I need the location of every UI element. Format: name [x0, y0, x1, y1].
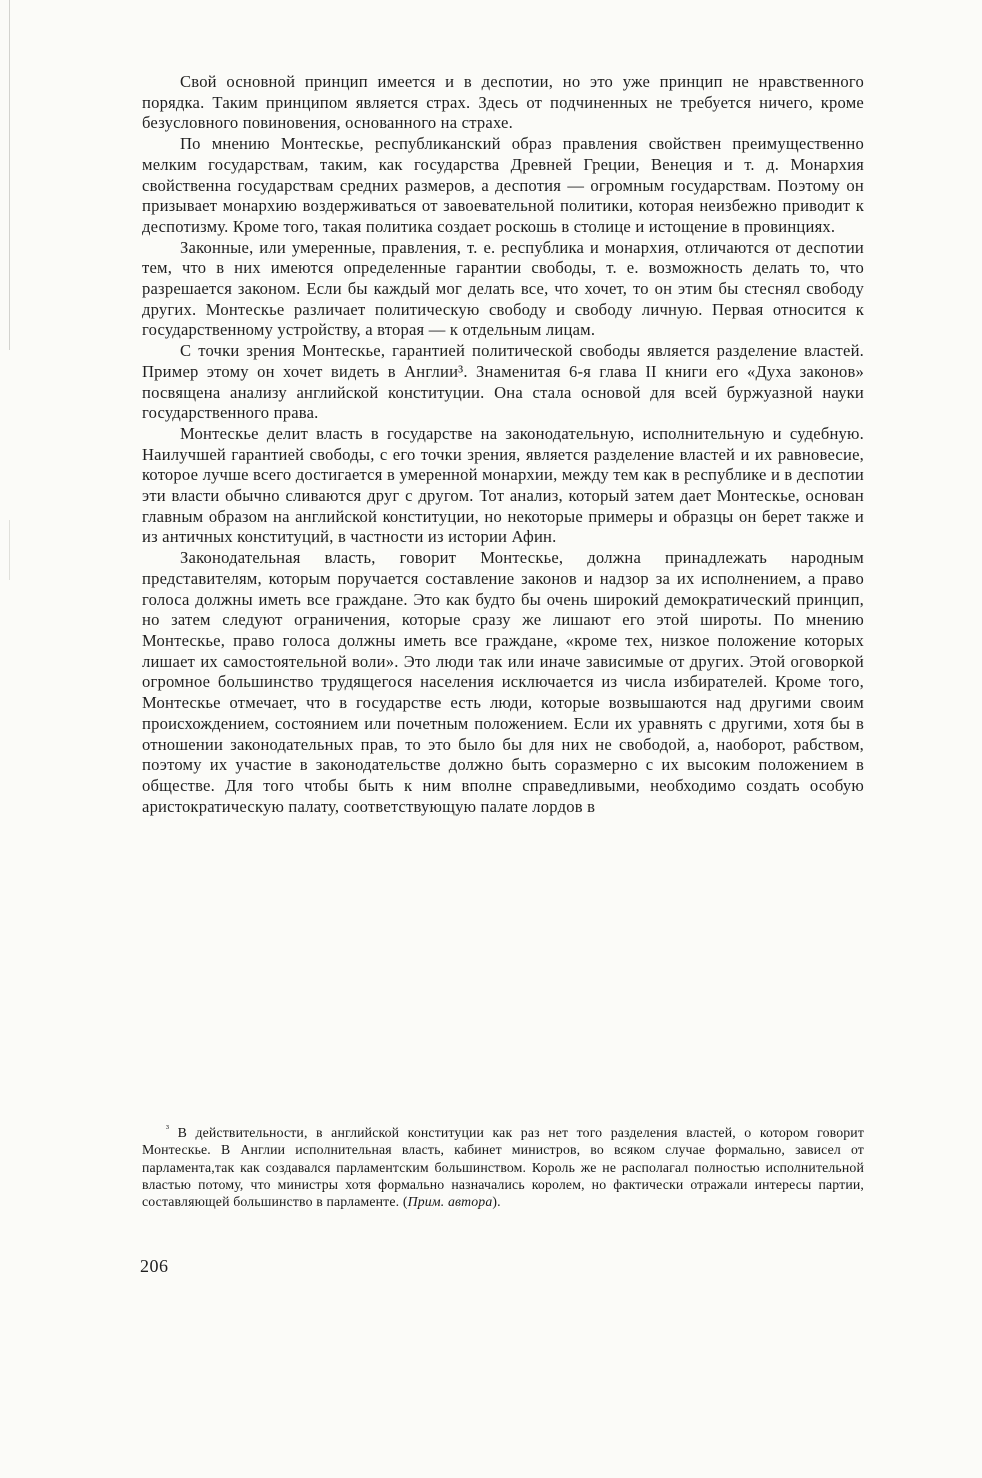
footnote-block — [142, 1124, 864, 1210]
paragraph-2: По мнению Монтескье, республиканский образ правления свойствен преимущественно мелким государствам, таким, как государства Древней Греции, Венеция и т. д. Монархия свойственна государствам средних размеров, а деспотия — огромным государствам. Поэтому он призывает монархию воздерживаться от завоевательной политики, которая неизбежно приводит к деспотизму. Кроме того, такая политика создает роскошь в столице и истощение в провинциях. — [142, 134, 864, 236]
main-text-block — [142, 72, 864, 817]
page-number: 206 — [140, 1256, 169, 1276]
paragraph-4: С точки зрения Монтескье, гарантией политической свободы является разделение властей. Пример этому он хочет видеть в Англии³. Знаменитая 6-я глава II книги его «Духа законов» посвящена анализу английской конституции. Она стала основой для всей буржуазной науки государственного права. — [142, 341, 864, 423]
paragraph-5: Монтескье делит власть в государстве на законодательную, исполнительную и судебную. Наилучшей гарантией свободы, с его точки зрения, является разделение властей и их равновесие, которое лучше всего достигается в умеренной монархии, между тем как в республике и в деспотии эти власти обычно сливаются друг с другом. Тот анализ, который затем дает Монтескье, основан главным образом на английской конституции, но некоторые примеры и образцы он берет также и из античных конституций, в частности из истории Афин. — [142, 423, 864, 547]
footnote-attribution: Прим. автора — [407, 1194, 493, 1210]
footnote-suffix: ). — [492, 1194, 501, 1210]
footnote-body: В действительности, в английской конституции как раз нет того разделения властей, о котором говорит Монтескье. В Англии исполнительная власть, кабинет министров, во всяком случае формально, зависел от парламента,так как создавался парламентским большинством. Король же не располагал полностью исполнительной властью потому, что министры хотя формально назначались королем, но фактически отражали интересы партии, составляющей большинство в парламенте. ( — [142, 1125, 864, 1210]
paragraph-1: Свой основной принцип имеется и в деспотии, но это уже принцип не нравственного порядка. Таким принципом является страх. Здесь от подчиненных не требуется ничего, кроме безусловного повиновения, основанного на страхе. — [142, 72, 864, 133]
scan-edge-artifact — [9, 520, 10, 580]
footnote-text — [142, 1124, 864, 1210]
scan-edge-artifact — [9, 0, 10, 350]
paragraph-6: Законодательная власть, говорит Монтескье, должна принадлежать народным представителям, которым поручается составление законов и надзор за их исполнением, а право голоса должны иметь все граждане. Это как будто бы очень широкий демократический принцип, но затем следуют ограничения, которые сразу же лишают его этой широты. По мнению Монтескье, право голоса должны иметь все граждане, «кроме тех, низкое положение которых лишает их самостоятельной воли». Это люди так или иначе зависимые от других. Этой оговоркой огромное большинство трудящегося населения исключается из числа избирателей. Кроме того, Монтескье отмечает, что в государстве есть люди, которые возвышаются над другими своим происхождением, состоянием или почетным положением. Если их уравнять с другими, хотя бы в отношении законодательных прав, то это было бы для них не свободой, а, наоборот, рабством, поэтому их участие в законодательстве должно быть соразмерно с их высоким положением в обществе. Для того чтобы быть к ним вполне справедливыми, необходимо создать особую аристократическую палату, соответствующую палате лордов в — [142, 548, 864, 816]
paragraph-3: Законные, или умеренные, правления, т. е. республика и монархия, отличаются от деспотии тем, что в них имеются определенные гарантии свободы, т. е. возможность делать то, что разрешается законом. Если бы каждый мог делать все, что хочет, то он этим бы стеснял свободу других. Монтескье различает политическую свободу и свободу личную. Первая относится к государственному устройству, а вторая — к отдельным лицам. — [142, 237, 864, 340]
footnote-marker: ³ — [166, 1123, 170, 1135]
